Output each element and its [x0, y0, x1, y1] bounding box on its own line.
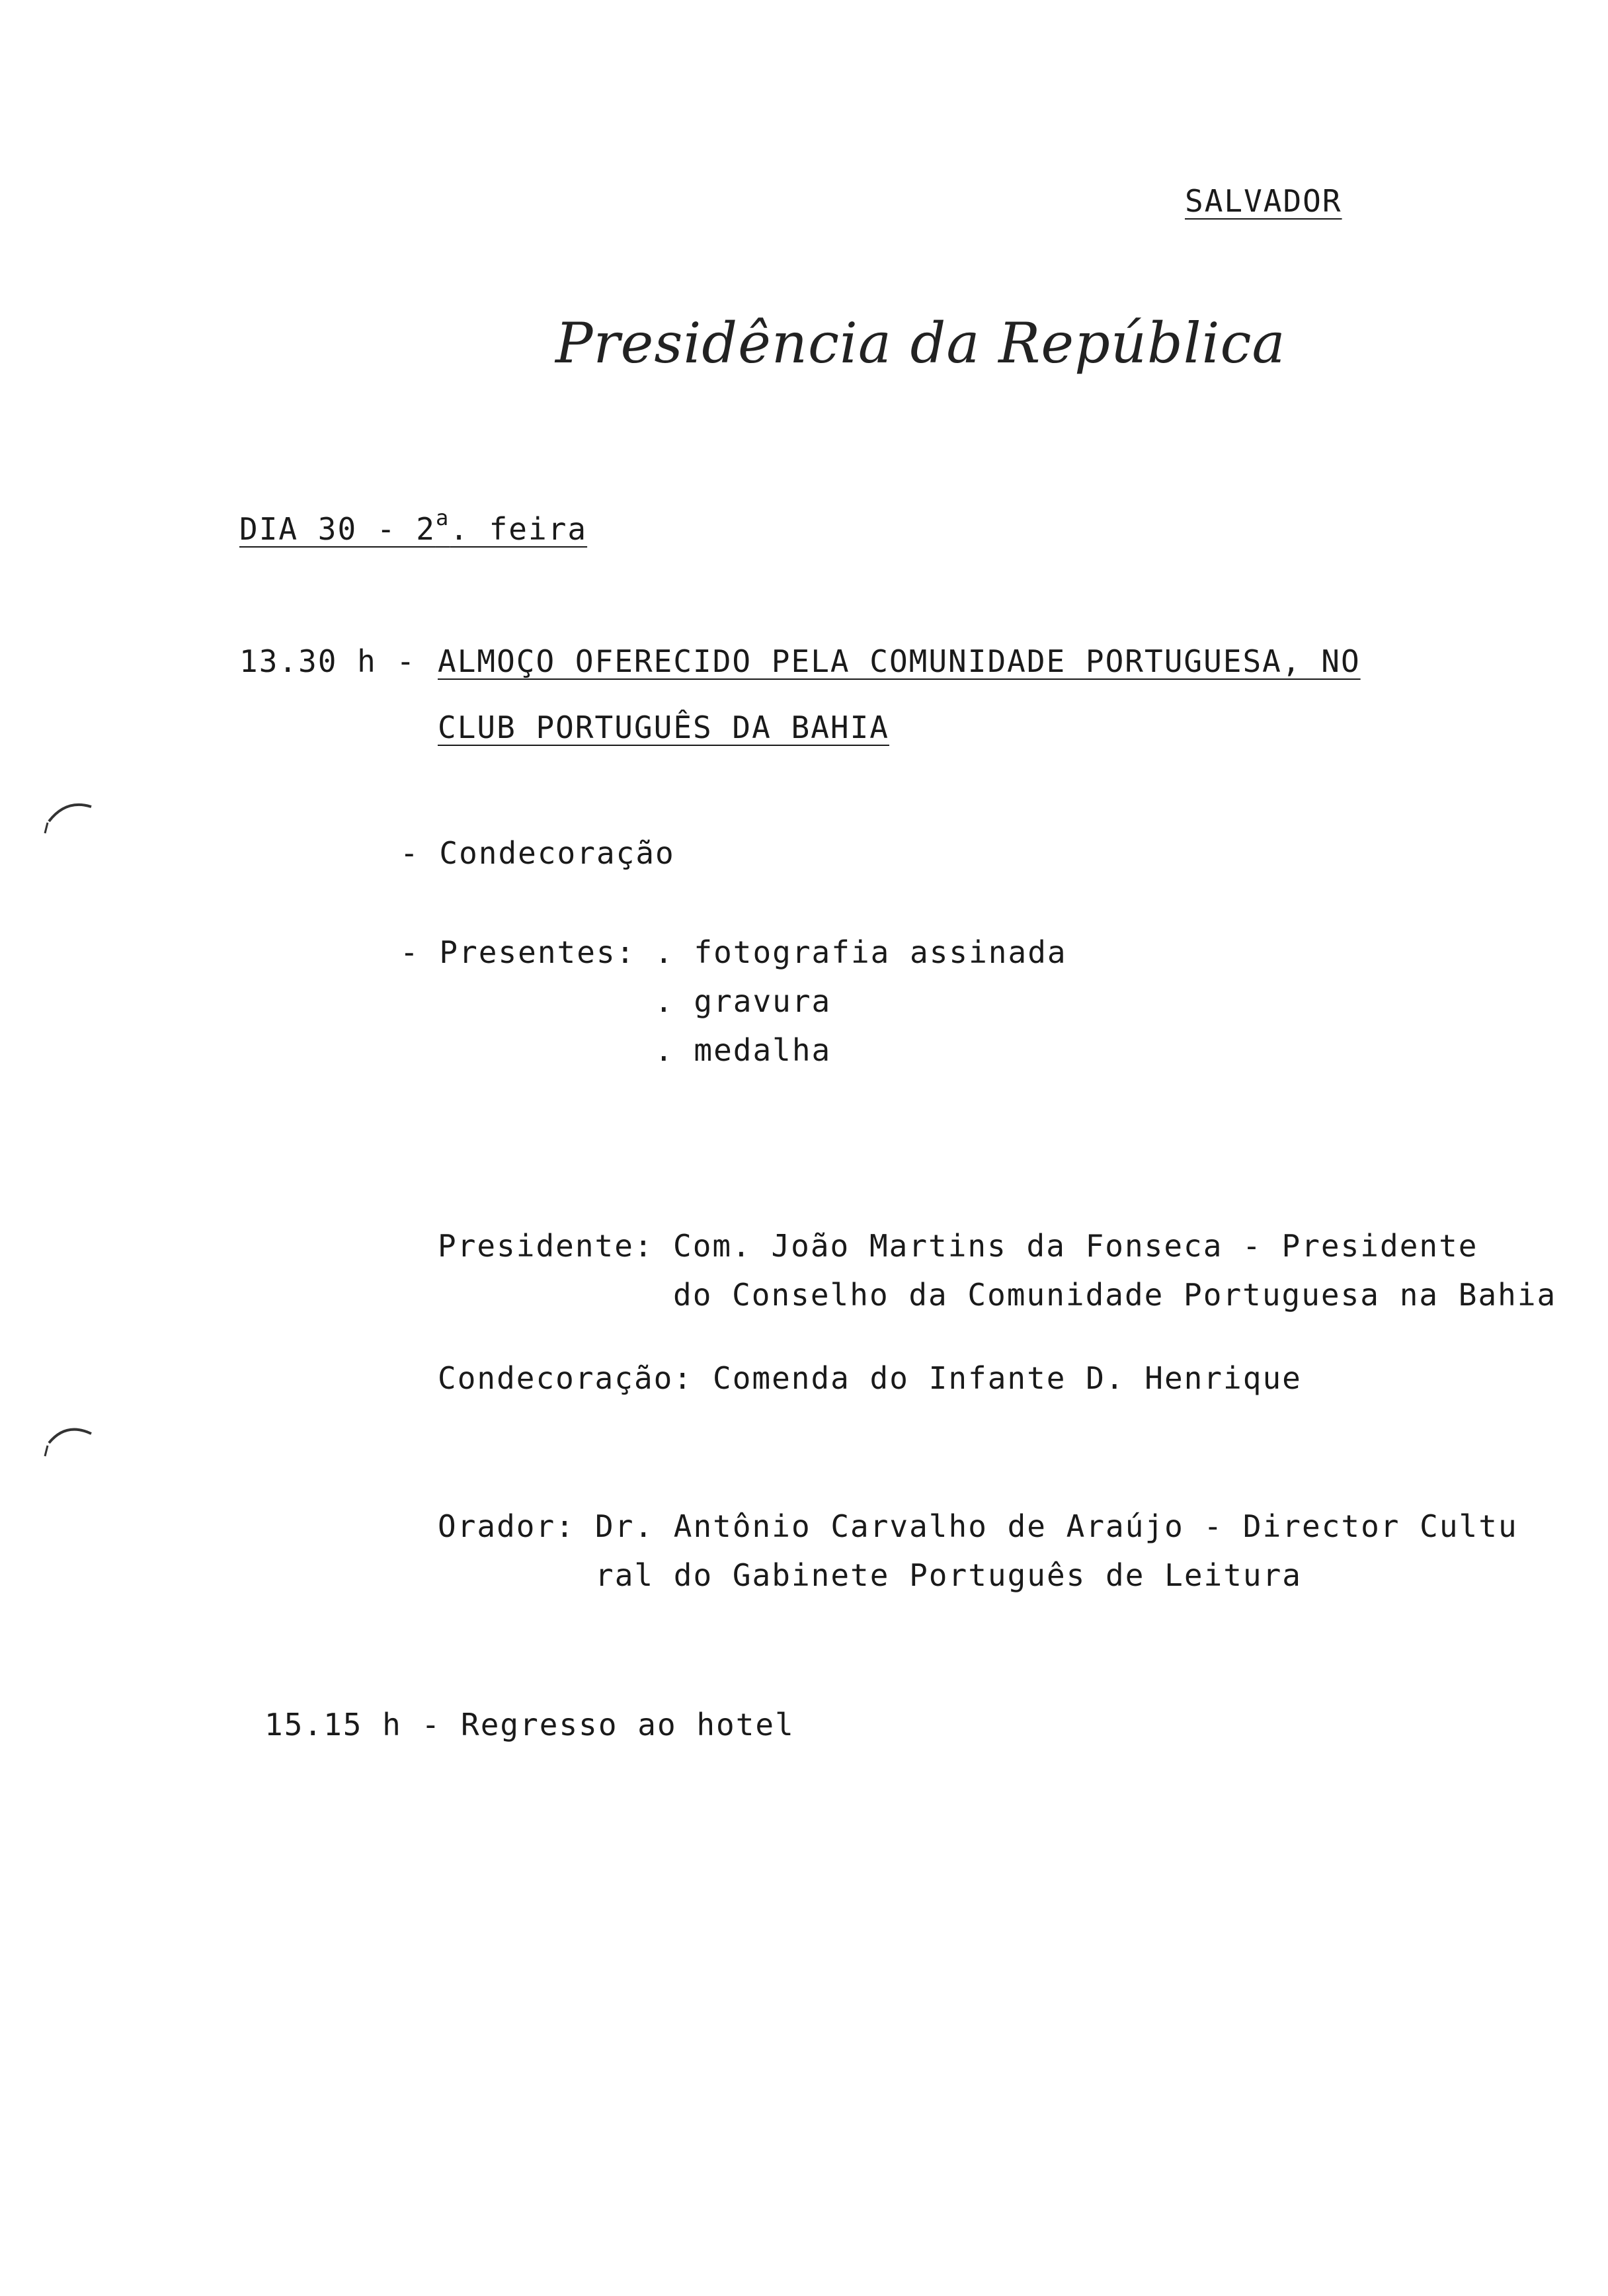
condecoracao-label: Condecoração: [438, 1360, 694, 1396]
event1-time: 13.30 h - [239, 643, 417, 679]
location-header: SALVADOR [1185, 183, 1342, 219]
orador-label: Orador: [438, 1508, 575, 1544]
event1-title-line2: CLUB PORTUGUÊS DA BAHIA [438, 710, 889, 745]
gift-item: . medalha [655, 1032, 832, 1068]
event1-title-line1: ALMOÇO OFERECIDO PELA COMUNIDADE PORTUGUESA, NO [438, 643, 1361, 679]
punch-mark-icon [40, 794, 99, 840]
punch-mark-icon [40, 1415, 99, 1461]
day-suffix: . feira [450, 511, 588, 547]
event1-item-condecoracao: - Condecoração [400, 835, 675, 871]
event2-title: Regresso ao hotel [461, 1707, 795, 1742]
gift-item: . fotografia assinada [655, 934, 1067, 970]
event1-item-presentes: - Presentes: [400, 934, 636, 970]
event2-time: 15.15 h - [264, 1707, 442, 1742]
presidente-line2: do Conselho da Comunidade Portuguesa na Bahia [673, 1277, 1557, 1313]
orador-line1: Dr. Antônio Carvalho de Araújo - Director Cultu [595, 1508, 1518, 1544]
day-prefix: DIA 30 - 2 [239, 511, 436, 547]
presidente-line1: Com. João Martins da Fonseca - Presidente [673, 1228, 1478, 1264]
orador-line2: ral do Gabinete Português de Leitura [595, 1557, 1302, 1593]
presidente-label: Presidente: [438, 1228, 654, 1264]
condecoracao-value: Comenda do Infante D. Henrique [713, 1360, 1302, 1396]
day-sup: a [435, 505, 450, 530]
day-heading [239, 505, 588, 548]
letterhead-logo: Presidência da República [555, 311, 1286, 376]
gift-item: . gravura [655, 983, 832, 1019]
